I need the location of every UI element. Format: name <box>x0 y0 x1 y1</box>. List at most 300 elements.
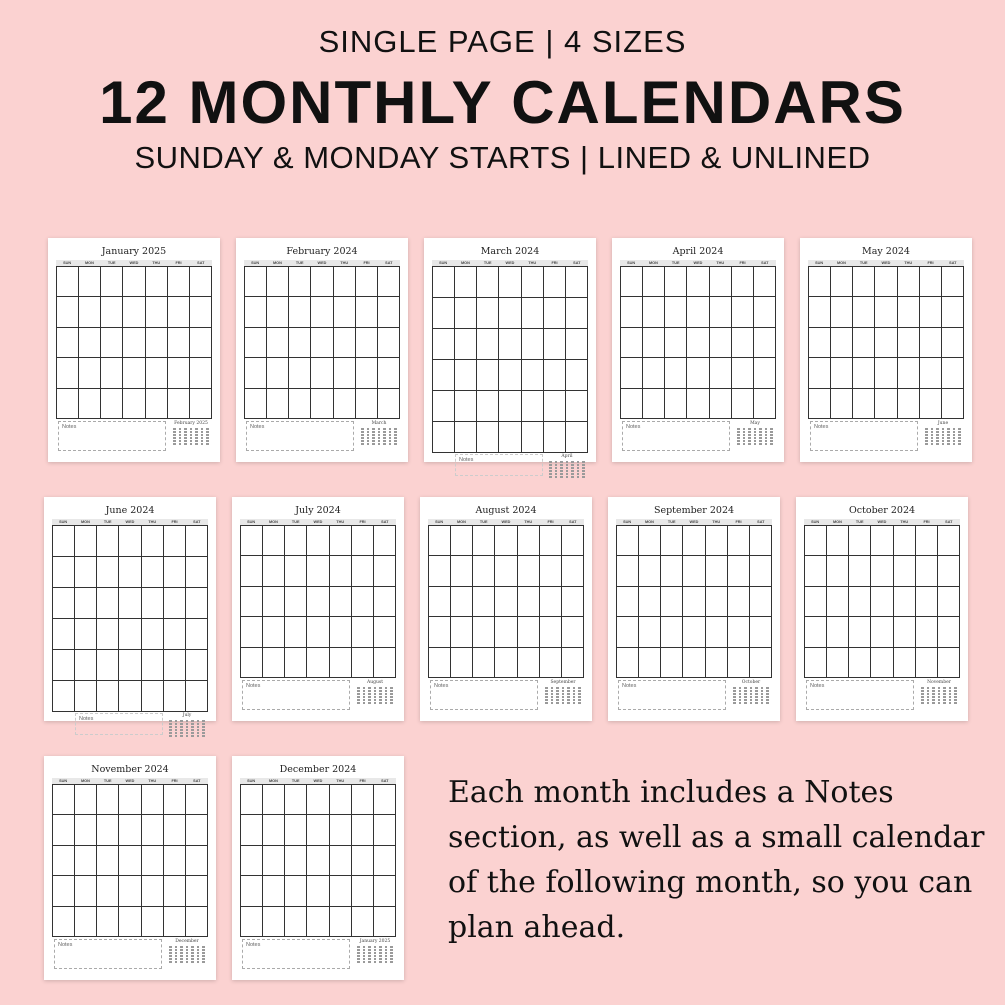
mini-day <box>578 693 581 695</box>
day-cell <box>495 617 517 647</box>
day-cell <box>352 617 374 647</box>
calendar-grid <box>244 266 400 419</box>
day-cell <box>540 556 562 586</box>
mini-day <box>372 443 375 445</box>
mini-day <box>947 434 950 436</box>
mini-day <box>374 949 377 951</box>
next-month-mini-calendar <box>168 939 206 963</box>
day-cell <box>190 389 212 419</box>
day-cell <box>477 422 499 453</box>
weekday-label: SUN <box>247 779 256 783</box>
day-cell <box>285 876 307 906</box>
mini-day <box>179 428 182 430</box>
day-cell <box>57 328 79 358</box>
weekday-label: SAT <box>193 779 201 783</box>
mini-day <box>190 440 193 442</box>
weekday-label: SUN <box>627 261 636 265</box>
mini-day <box>191 735 194 737</box>
day-cell <box>566 329 588 360</box>
day-cell <box>53 876 75 906</box>
day-cell <box>433 298 455 329</box>
mini-day <box>936 431 939 433</box>
mini-day <box>755 693 758 695</box>
weekday-label: SAT <box>197 261 205 265</box>
mini-day <box>947 431 950 433</box>
weekday-label: FRI <box>739 261 746 265</box>
day-cell <box>330 907 352 937</box>
day-cell <box>894 526 916 556</box>
day-cell <box>455 267 477 298</box>
day-cell <box>53 785 75 815</box>
mini-day <box>357 949 360 951</box>
day-cell <box>97 785 119 815</box>
mini-day <box>169 732 172 734</box>
mini-day <box>739 687 742 689</box>
day-cell <box>123 328 145 358</box>
day-cell <box>849 648 871 678</box>
day-cell <box>53 815 75 845</box>
day-cell <box>378 389 400 419</box>
calendar-grid <box>56 266 212 419</box>
mini-day <box>357 961 360 963</box>
day-cell <box>97 907 119 937</box>
weekday-label: FRI <box>171 520 178 524</box>
mini-day <box>754 437 757 439</box>
calendar-page <box>232 756 404 980</box>
mini-day <box>190 431 193 433</box>
mini-day <box>748 434 751 436</box>
mini-day <box>175 732 178 734</box>
day-cell <box>683 617 705 647</box>
mini-day <box>191 720 194 722</box>
day-cell <box>53 846 75 876</box>
mini-day <box>374 952 377 954</box>
mini-day <box>566 476 569 478</box>
mini-day <box>195 437 198 439</box>
day-cell <box>566 391 588 422</box>
day-cell <box>853 389 875 419</box>
day-cell <box>728 556 750 586</box>
mini-day <box>385 958 388 960</box>
day-cell <box>245 328 267 358</box>
day-cell <box>263 587 285 617</box>
mini-day <box>374 958 377 960</box>
day-cell <box>540 526 562 556</box>
mini-day <box>755 702 758 704</box>
day-cell <box>263 815 285 845</box>
mini-day <box>368 952 371 954</box>
mini-day <box>175 949 178 951</box>
day-cell <box>374 556 396 586</box>
mini-day <box>357 952 360 954</box>
mini-day <box>394 443 397 445</box>
calendar-page <box>424 238 596 462</box>
mini-calendar-title: January 2025 <box>359 939 391 944</box>
day-cell <box>352 815 374 845</box>
mini-day <box>938 702 941 704</box>
mini-day <box>383 443 386 445</box>
mini-day <box>180 720 183 722</box>
mini-calendar-grid <box>168 720 206 737</box>
mini-day <box>357 946 360 948</box>
day-cell <box>334 328 356 358</box>
weekday-label: THU <box>148 520 157 524</box>
mini-day <box>748 431 751 433</box>
day-cell <box>871 617 893 647</box>
weekday-label: FRI <box>359 520 366 524</box>
mini-day <box>571 467 574 469</box>
mini-day <box>578 687 581 689</box>
day-cell <box>683 526 705 556</box>
day-cell <box>544 391 566 422</box>
weekday-label: FRI <box>923 520 930 524</box>
mini-day <box>374 702 377 704</box>
day-cell <box>53 681 75 712</box>
day-cell <box>267 297 289 327</box>
mini-day <box>175 952 178 954</box>
mini-day <box>389 437 392 439</box>
day-cell <box>374 526 396 556</box>
day-cell <box>334 267 356 297</box>
day-cell <box>916 526 938 556</box>
day-cell <box>75 846 97 876</box>
next-month-mini-calendar <box>356 939 394 963</box>
mini-day <box>379 961 382 963</box>
mini-day <box>744 696 747 698</box>
day-cell <box>665 328 687 358</box>
day-cell <box>311 267 333 297</box>
mini-day <box>379 955 382 957</box>
mini-day <box>921 696 924 698</box>
day-cell <box>142 785 164 815</box>
weekday-label: THU <box>716 261 725 265</box>
mini-day <box>368 693 371 695</box>
day-cell <box>311 389 333 419</box>
mini-day <box>743 440 746 442</box>
mini-day <box>385 949 388 951</box>
day-cell <box>683 556 705 586</box>
day-cell <box>164 907 186 937</box>
mini-day <box>566 464 569 466</box>
day-cell <box>356 358 378 388</box>
day-cell <box>241 556 263 586</box>
day-cell <box>119 846 141 876</box>
day-cell <box>805 617 827 647</box>
day-cell <box>566 298 588 329</box>
mini-day <box>383 434 386 436</box>
day-cell <box>186 650 208 681</box>
mini-day <box>743 431 746 433</box>
day-cell <box>710 358 732 388</box>
day-cell <box>754 358 776 388</box>
day-cell <box>352 876 374 906</box>
day-cell <box>190 358 212 388</box>
mini-day <box>578 699 581 701</box>
mini-day <box>197 732 200 734</box>
day-cell <box>146 297 168 327</box>
mini-day <box>931 437 934 439</box>
day-cell <box>241 617 263 647</box>
day-cell <box>566 267 588 298</box>
day-cell <box>356 389 378 419</box>
mini-day <box>942 440 945 442</box>
day-cell <box>871 587 893 617</box>
mini-day <box>175 723 178 725</box>
mini-day <box>195 434 198 436</box>
mini-day <box>761 699 764 701</box>
mini-day <box>567 699 570 701</box>
mini-day <box>927 693 930 695</box>
day-cell <box>827 617 849 647</box>
mini-day <box>394 440 397 442</box>
day-cell <box>942 267 964 297</box>
day-cell <box>263 648 285 678</box>
day-cell <box>562 556 584 586</box>
mini-day <box>363 696 366 698</box>
day-cell <box>263 846 285 876</box>
mini-day <box>958 440 961 442</box>
mini-day <box>186 726 189 728</box>
mini-day <box>184 431 187 433</box>
day-cell <box>75 619 97 650</box>
mini-day <box>363 693 366 695</box>
mini-day <box>363 687 366 689</box>
next-month-mini-calendar <box>168 713 206 737</box>
mini-day <box>765 443 768 445</box>
day-cell <box>374 617 396 647</box>
weekday-label: TUE <box>667 520 676 524</box>
mini-day <box>361 440 364 442</box>
mini-day <box>759 437 762 439</box>
day-cell <box>639 556 661 586</box>
mini-day <box>175 958 178 960</box>
day-cell <box>101 297 123 327</box>
calendar-page <box>44 756 216 980</box>
mini-day <box>936 428 939 430</box>
mini-day <box>191 732 194 734</box>
mini-day <box>363 958 366 960</box>
mini-day <box>556 693 559 695</box>
day-cell <box>938 556 960 586</box>
day-cell <box>374 846 396 876</box>
mini-day <box>577 470 580 472</box>
mini-calendar-grid <box>732 687 770 704</box>
mini-day <box>390 693 393 695</box>
day-cell <box>75 588 97 619</box>
mini-day <box>761 696 764 698</box>
weekday-label: WED <box>129 261 139 265</box>
day-cell <box>916 556 938 586</box>
mini-day <box>582 476 585 478</box>
mini-day <box>191 729 194 731</box>
mini-day <box>942 443 945 445</box>
mini-day <box>191 946 194 948</box>
mini-day <box>953 431 956 433</box>
mini-day <box>545 690 548 692</box>
notes-box: Notes <box>618 680 726 710</box>
header-tagline: SUNDAY & MONDAY STARTS | LINED & UNLINED <box>134 140 871 175</box>
mini-day <box>737 437 740 439</box>
mini-day <box>197 729 200 731</box>
mini-day <box>949 693 952 695</box>
day-cell <box>853 358 875 388</box>
mini-day <box>759 428 762 430</box>
mini-day <box>191 955 194 957</box>
day-cell <box>374 815 396 845</box>
day-cell <box>728 648 750 678</box>
day-cell <box>728 617 750 647</box>
day-cell <box>732 267 754 297</box>
day-cell <box>499 391 521 422</box>
mini-day <box>770 440 773 442</box>
mini-day <box>206 428 209 430</box>
mini-day <box>560 464 563 466</box>
mini-day <box>173 431 176 433</box>
mini-calendar-grid <box>356 946 394 963</box>
mini-day <box>374 699 377 701</box>
day-cell <box>429 617 451 647</box>
day-cell <box>263 907 285 937</box>
mini-day <box>197 961 200 963</box>
mini-day <box>184 440 187 442</box>
day-cell <box>544 329 566 360</box>
mini-day <box>191 961 194 963</box>
day-cell <box>53 650 75 681</box>
day-cell <box>186 815 208 845</box>
mini-calendar-title: September <box>550 680 576 685</box>
day-cell <box>938 587 960 617</box>
day-cell <box>186 588 208 619</box>
mini-day <box>202 726 205 728</box>
day-cell <box>621 297 643 327</box>
mini-day <box>582 461 585 463</box>
weekday-label: THU <box>340 261 349 265</box>
day-cell <box>750 556 772 586</box>
mini-calendar-title: July <box>182 713 192 718</box>
weekday-label: TUE <box>859 261 868 265</box>
mini-day <box>180 955 183 957</box>
mini-day <box>571 464 574 466</box>
day-cell <box>562 526 584 556</box>
notes-box: Notes <box>455 454 543 476</box>
day-cell <box>827 587 849 617</box>
day-cell <box>307 785 329 815</box>
notes-box: Notes <box>622 421 730 451</box>
next-month-mini-calendar <box>172 421 210 445</box>
day-cell <box>728 587 750 617</box>
mini-day <box>942 437 945 439</box>
mini-day <box>367 443 370 445</box>
mini-day <box>180 729 183 731</box>
mini-day <box>549 467 552 469</box>
mini-day <box>363 702 366 704</box>
day-cell <box>665 389 687 419</box>
mini-day <box>374 690 377 692</box>
mini-day <box>367 434 370 436</box>
mini-day <box>733 693 736 695</box>
day-cell <box>643 267 665 297</box>
day-cell <box>894 587 916 617</box>
calendar-grid <box>616 525 772 678</box>
day-cell <box>898 297 920 327</box>
day-cell <box>920 267 942 297</box>
weekday-label: THU <box>524 520 533 524</box>
mini-day <box>201 443 204 445</box>
mini-day <box>374 961 377 963</box>
day-cell <box>871 556 893 586</box>
mini-day <box>932 696 935 698</box>
day-cell <box>190 328 212 358</box>
mini-day <box>759 434 762 436</box>
mini-day <box>578 690 581 692</box>
day-cell <box>920 328 942 358</box>
day-cell <box>621 267 643 297</box>
weekday-label: MON <box>84 261 94 265</box>
day-cell <box>617 587 639 617</box>
day-cell <box>75 785 97 815</box>
day-cell <box>665 358 687 388</box>
mini-day <box>186 958 189 960</box>
day-cell <box>374 907 396 937</box>
mini-calendar-title: April <box>561 454 573 459</box>
weekday-label: FRI <box>359 779 366 783</box>
day-cell <box>267 358 289 388</box>
day-cell <box>732 297 754 327</box>
day-cell <box>683 587 705 617</box>
mini-day <box>744 690 747 692</box>
mini-day <box>545 696 548 698</box>
day-cell <box>540 617 562 647</box>
mini-day <box>361 443 364 445</box>
day-cell <box>621 358 643 388</box>
mini-day <box>566 473 569 475</box>
mini-day <box>733 696 736 698</box>
day-cell <box>898 328 920 358</box>
weekday-label: TUE <box>295 261 304 265</box>
mini-day <box>368 696 371 698</box>
day-cell <box>263 556 285 586</box>
mini-day <box>545 687 548 689</box>
mini-day <box>560 473 563 475</box>
mini-day <box>179 443 182 445</box>
weekday-label: TUE <box>479 520 488 524</box>
mini-day <box>197 955 200 957</box>
day-cell <box>687 297 709 327</box>
mini-day <box>169 961 172 963</box>
mini-day <box>368 687 371 689</box>
day-cell <box>378 358 400 388</box>
day-cell <box>142 588 164 619</box>
mini-day <box>378 431 381 433</box>
day-cell <box>661 526 683 556</box>
day-cell <box>356 328 378 358</box>
day-cell <box>473 526 495 556</box>
day-cell <box>898 267 920 297</box>
mini-calendar-title: November <box>927 680 951 685</box>
day-cell <box>101 328 123 358</box>
day-cell <box>706 587 728 617</box>
weekday-label: SUN <box>811 520 820 524</box>
day-cell <box>433 422 455 453</box>
mini-day <box>175 961 178 963</box>
day-cell <box>97 681 119 712</box>
day-cell <box>97 846 119 876</box>
weekday-label: WED <box>125 779 135 783</box>
day-cell <box>285 907 307 937</box>
mini-day <box>949 690 952 692</box>
weekday-label: MON <box>80 779 90 783</box>
mini-day <box>368 958 371 960</box>
